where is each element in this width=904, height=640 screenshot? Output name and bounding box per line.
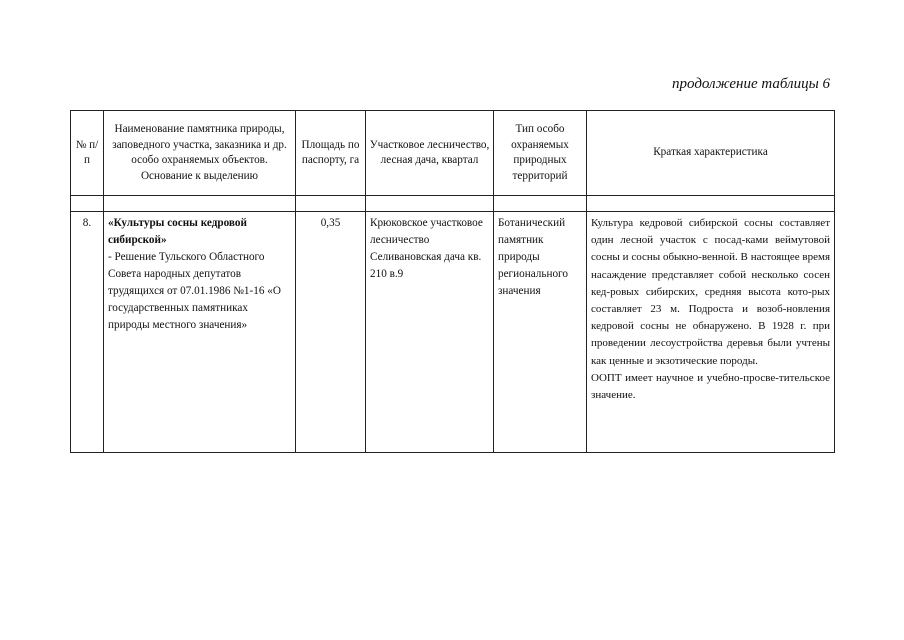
spacer-cell — [71, 196, 104, 212]
row-area: 0,35 — [296, 212, 366, 453]
table-row — [71, 212, 835, 453]
row-type: Ботанический памятник природы регионального значения — [494, 212, 587, 453]
row-number: 8. — [71, 212, 104, 453]
description-paragraph: Культура кедровой сибирской сосны составляет один лесной участок с посад-ками веймутовой сосны и сосны обыкно-венной. В настоящее время насаждение представляет собой несколько сосен кед-ровых сибирских, средняя высота кото-рых составляет 23 м. Подроста и возоб-новления кедровой сосны не обнаружено. В 1928 г. при проведении лесоустройства деревья были учтены как ценные и экзотические породы. — [591, 217, 830, 367]
spacer-cell — [587, 196, 835, 212]
row-forestry: Крюковское участковое лесничество Селивановская дача кв. 210 в.9 — [366, 212, 494, 453]
monument-name: «Культуры сосны кедровой сибирской» — [108, 217, 247, 246]
table-header-row — [71, 111, 835, 196]
row-name-cell — [104, 212, 296, 453]
spacer-cell — [366, 196, 494, 212]
header-name: Наименование памятника природы, заповедного участка, заказника и др. особо охраняемых объектов. Основание к выделению — [104, 111, 296, 196]
table-spacer-row — [71, 196, 835, 212]
row-description-cell — [587, 212, 835, 453]
header-number: № п/п — [71, 111, 104, 196]
spacer-cell — [494, 196, 587, 212]
spacer-cell — [104, 196, 296, 212]
header-area: Площадь по паспорту, га — [296, 111, 366, 196]
header-forestry: Участковое лесничество, лесная дача, квартал — [366, 111, 494, 196]
monument-basis: - Решение Тульского Областного Совета народных депутатов трудящихся от 07.01.1986 №1-16 «О государственных памятниках природы местного значения» — [108, 251, 281, 331]
description-paragraph: ООПТ имеет научное и учебно-просве-тительское значение. — [591, 371, 830, 402]
header-description: Краткая характеристика — [587, 111, 835, 196]
header-type: Тип особо охраняемых природных территорий — [494, 111, 587, 196]
table-continuation-label: продолжение таблицы 6 — [672, 76, 830, 92]
spacer-cell — [296, 196, 366, 212]
protected-areas-table — [70, 110, 835, 453]
